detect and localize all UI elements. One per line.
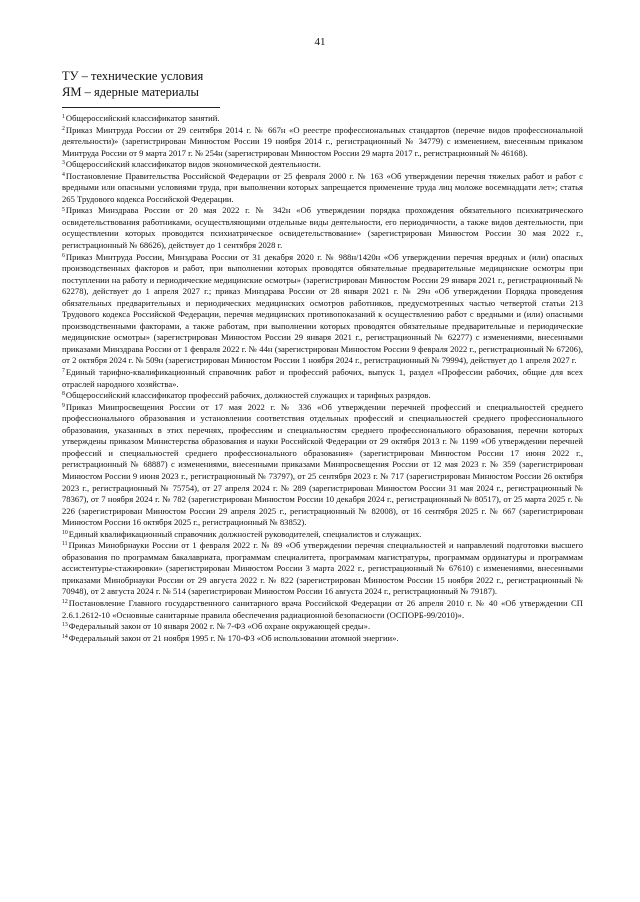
page-number: 41 [314, 36, 326, 48]
footnote-number: 11 [62, 541, 68, 548]
footnote-text: Приказ Минздрава России от 20 мая 2022 г. № 342н «Об утверждении порядка прохождения обязательного психиатрического освидетельствования работниками, осуществляющими отдельные виды деятельности, его периодичности, а также видов деятельности, при осуществлении которых проводится психиатрическое освидетельствование» (зарегистрирован Минюстом России 30 мая 2022 г., регистрационный № 68626), действует до 1 сентября 2028 г. [62, 205, 583, 251]
footnote-number: 7 [62, 368, 65, 375]
footnote [62, 633, 583, 645]
footnote-text: Федеральный закон от 10 января 2002 г. № 7-ФЗ «Об охране окружающей среды». [68, 621, 371, 632]
footnote-text: Приказ Минобрнауки России от 1 февраля 2022 г. № 89 «Об утверждении перечня специальностей и направлений подготовки высшего образования по программам бакалавриата, программам специалитета, программам магистратуры, программам ординатуры и программам ассистентуры-стажировки» (зарегистрирован Минюстом России 3 марта 2022 г., регистрационный № 67610) с изменениями, внесенными приказами Минобрнауки России от 29 августа 2022 г. № 822 (зарегистрирован Минюстом России 15 ноября 2022 г., регистрационный № 70948), от 2 августа 2024 г. № 514 (зарегистрирован Минюстом России 16 августа 2024 г., регистрационный № 79187). [62, 540, 583, 597]
footnote-separator [62, 107, 220, 108]
footnotes-section [62, 113, 583, 644]
footnote-number: 2 [62, 125, 65, 132]
footnote [62, 367, 583, 390]
footnote-text: Общероссийский классификатор профессий рабочих, должностей служащих и тарифных разрядов. [65, 390, 431, 401]
footnote-text: Приказ Минтруда России от 29 сентября 2014 г. № 667н «О реестре профессиональных стандартов (перечне видов профессиональной деятельности)» (зарегистрирован Минюстом России 19 ноября 2014 г., регистрационный № 34779) с изменением, внесенным приказом Минтруда России от 9 марта 2017 г. № 254н (зарегистрирован Минюстом России 29 марта 2017 г., регистрационный № 46168). [62, 124, 583, 158]
footnote-number: 9 [62, 402, 65, 409]
footnote-number: 3 [62, 160, 65, 167]
abbreviation-tu: ТУ – технические условия [62, 69, 204, 83]
footnote-number: 6 [62, 252, 65, 259]
footnote [62, 205, 583, 251]
footnote-text: Федеральный закон от 21 ноября 1995 г. № 170-ФЗ «Об использовании атомной энергии». [68, 632, 399, 643]
footnote [62, 598, 583, 621]
footnote-text: Общероссийский классификатор видов экономической деятельности. [65, 159, 321, 170]
footnote-text: Общероссийский классификатор занятий. [65, 113, 220, 123]
footnote [62, 159, 583, 171]
footnote [62, 621, 583, 633]
footnote-number: 8 [62, 391, 65, 398]
footnote-number: 4 [62, 171, 65, 178]
footnote [62, 252, 583, 367]
footnote-text: Постановление Правительства Российской Федерации от 25 февраля 2000 г. № 163 «Об утверждении перечня тяжелых работ и работ с вредными или опасными условиями труда, при выполнении которых запрещается применение труда лиц моложе восемнадцати лет»; статья 265 Трудового кодекса Российской Федерации. [62, 170, 583, 204]
footnote [62, 171, 583, 206]
footnote [62, 113, 583, 125]
footnote [62, 529, 583, 541]
footnote-number: 1 [62, 114, 65, 121]
footnote-text: Единый квалификационный справочник должностей руководителей, специалистов и служащих. [68, 528, 422, 539]
footnote-number: 5 [62, 206, 65, 213]
footnote [62, 402, 583, 529]
footnote-text: Приказ Минтруда России, Минздрава России от 31 декабря 2020 г. № 988н/1420н «Об утверждении перечня вредных и (или) опасных производственных факторов и работ, при выполнении которых проводятся обязательные предварительные медицинские осмотры при поступлении на работу и периодические медицинские осмотры» (зарегистрирован Минюстом России 29 января 2021 г., регистрационный № 62278), действует до 1 апреля 2027 г.; приказ Минздрава России от 28 января 2021 г. № 29н «Об утверждении Порядка проведения обязательных предварительных и периодических медицинских осмотров работников, предусмотренных частью четвертой статьи 213 Трудового кодекса Российской Федерации, перечня медицинских противопоказаний к осуществлению работ с вредными и (или) опасными производственными факторами, а также работам, при выполнении которых проводятся обязательные предварительные и периодические медицинские осмотры» (зарегистрирован Минюстом России 29 января 2021 г., регистрационный № 62277) с изменениями, внесенными приказами Минздрава России от 1 февраля 2022 г. № 44н (зарегистрирован Минюстом России 9 февраля 2022 г., регистрационный № 67206), от 2 октября 2024 г. № 509н (зарегистрирован Минюстом России 1 ноября 2024 г., регистрационный № 79994), действует до 1 апреля 2027 г. [62, 251, 583, 366]
footnote-number: 12 [62, 599, 68, 606]
abbreviation-ym: ЯМ – ядерные материалы [62, 85, 199, 99]
footnote-text: Единый тарифно-квалификационный справочник работ и профессий рабочих, выпуск 1, раздел «Профессии рабочих, общие для всех отраслей народного хозяйства». [62, 367, 583, 389]
footnote-text: Постановление Главного государственного санитарного врача Российской Федерации от 26 апреля 2010 г. № 40 «Об утверждении СП 2.6.1.2612-10 «Основные санитарные правила обеспечения радиационной безопасности (ОСПОРБ-99/2010)». [62, 597, 583, 620]
footnote-number: 14 [62, 633, 68, 640]
footnote [62, 125, 583, 160]
footnote [62, 390, 583, 402]
footnote-number: 10 [62, 529, 68, 536]
abbreviations-list [62, 68, 582, 100]
footnote-text: Приказ Минпросвещения России от 17 мая 2022 г. № 336 «Об утверждении перечней профессий и специальностей среднего профессионального образования и установлении соответствия отдельных профессий и специальностей среднего профессионального образования, указанных в этих перечнях, профессиям и специальностям среднего профессионального образования, перечни которых утверждены приказом Министерства образования и науки Российской Федерации от 29 октября 2013 г. № 1199 «Об утверждении перечней профессий и специальностей среднего профессионального образования» (зарегистрирован Минюстом России 17 июня 2022 г., регистрационный № 68887) с изменениями, внесенными приказами Минпросвещения России от 12 мая 2023 г. № 359 (зарегистрирован Минюстом России 9 июня 2023 г., регистрационный № 73797), от 25 сентября 2023 г. № 717 (зарегистрирован Минюстом России 26 октября 2023 г., регистрационный № 75754), от 27 апреля 2024 г. № 289 (зарегистрирован Минюстом России 31 мая 2024 г., регистрационный № 78367), от 7 ноября 2024 г. № 782 (зарегистрирован Минюстом России 10 декабря 2024 г., регистрационный № 80517), от 25 марта 2025 г. № 226 (зарегистрирован Минюстом России 29 апреля 2025 г., регистрационный № 82008), от 16 сентября 2025 г. № 667 (зарегистрирован Минюстом России 16 октября 2025 г., регистрационный № 83852). [62, 401, 583, 528]
footnote [62, 540, 583, 598]
footnote-number: 13 [62, 622, 68, 629]
